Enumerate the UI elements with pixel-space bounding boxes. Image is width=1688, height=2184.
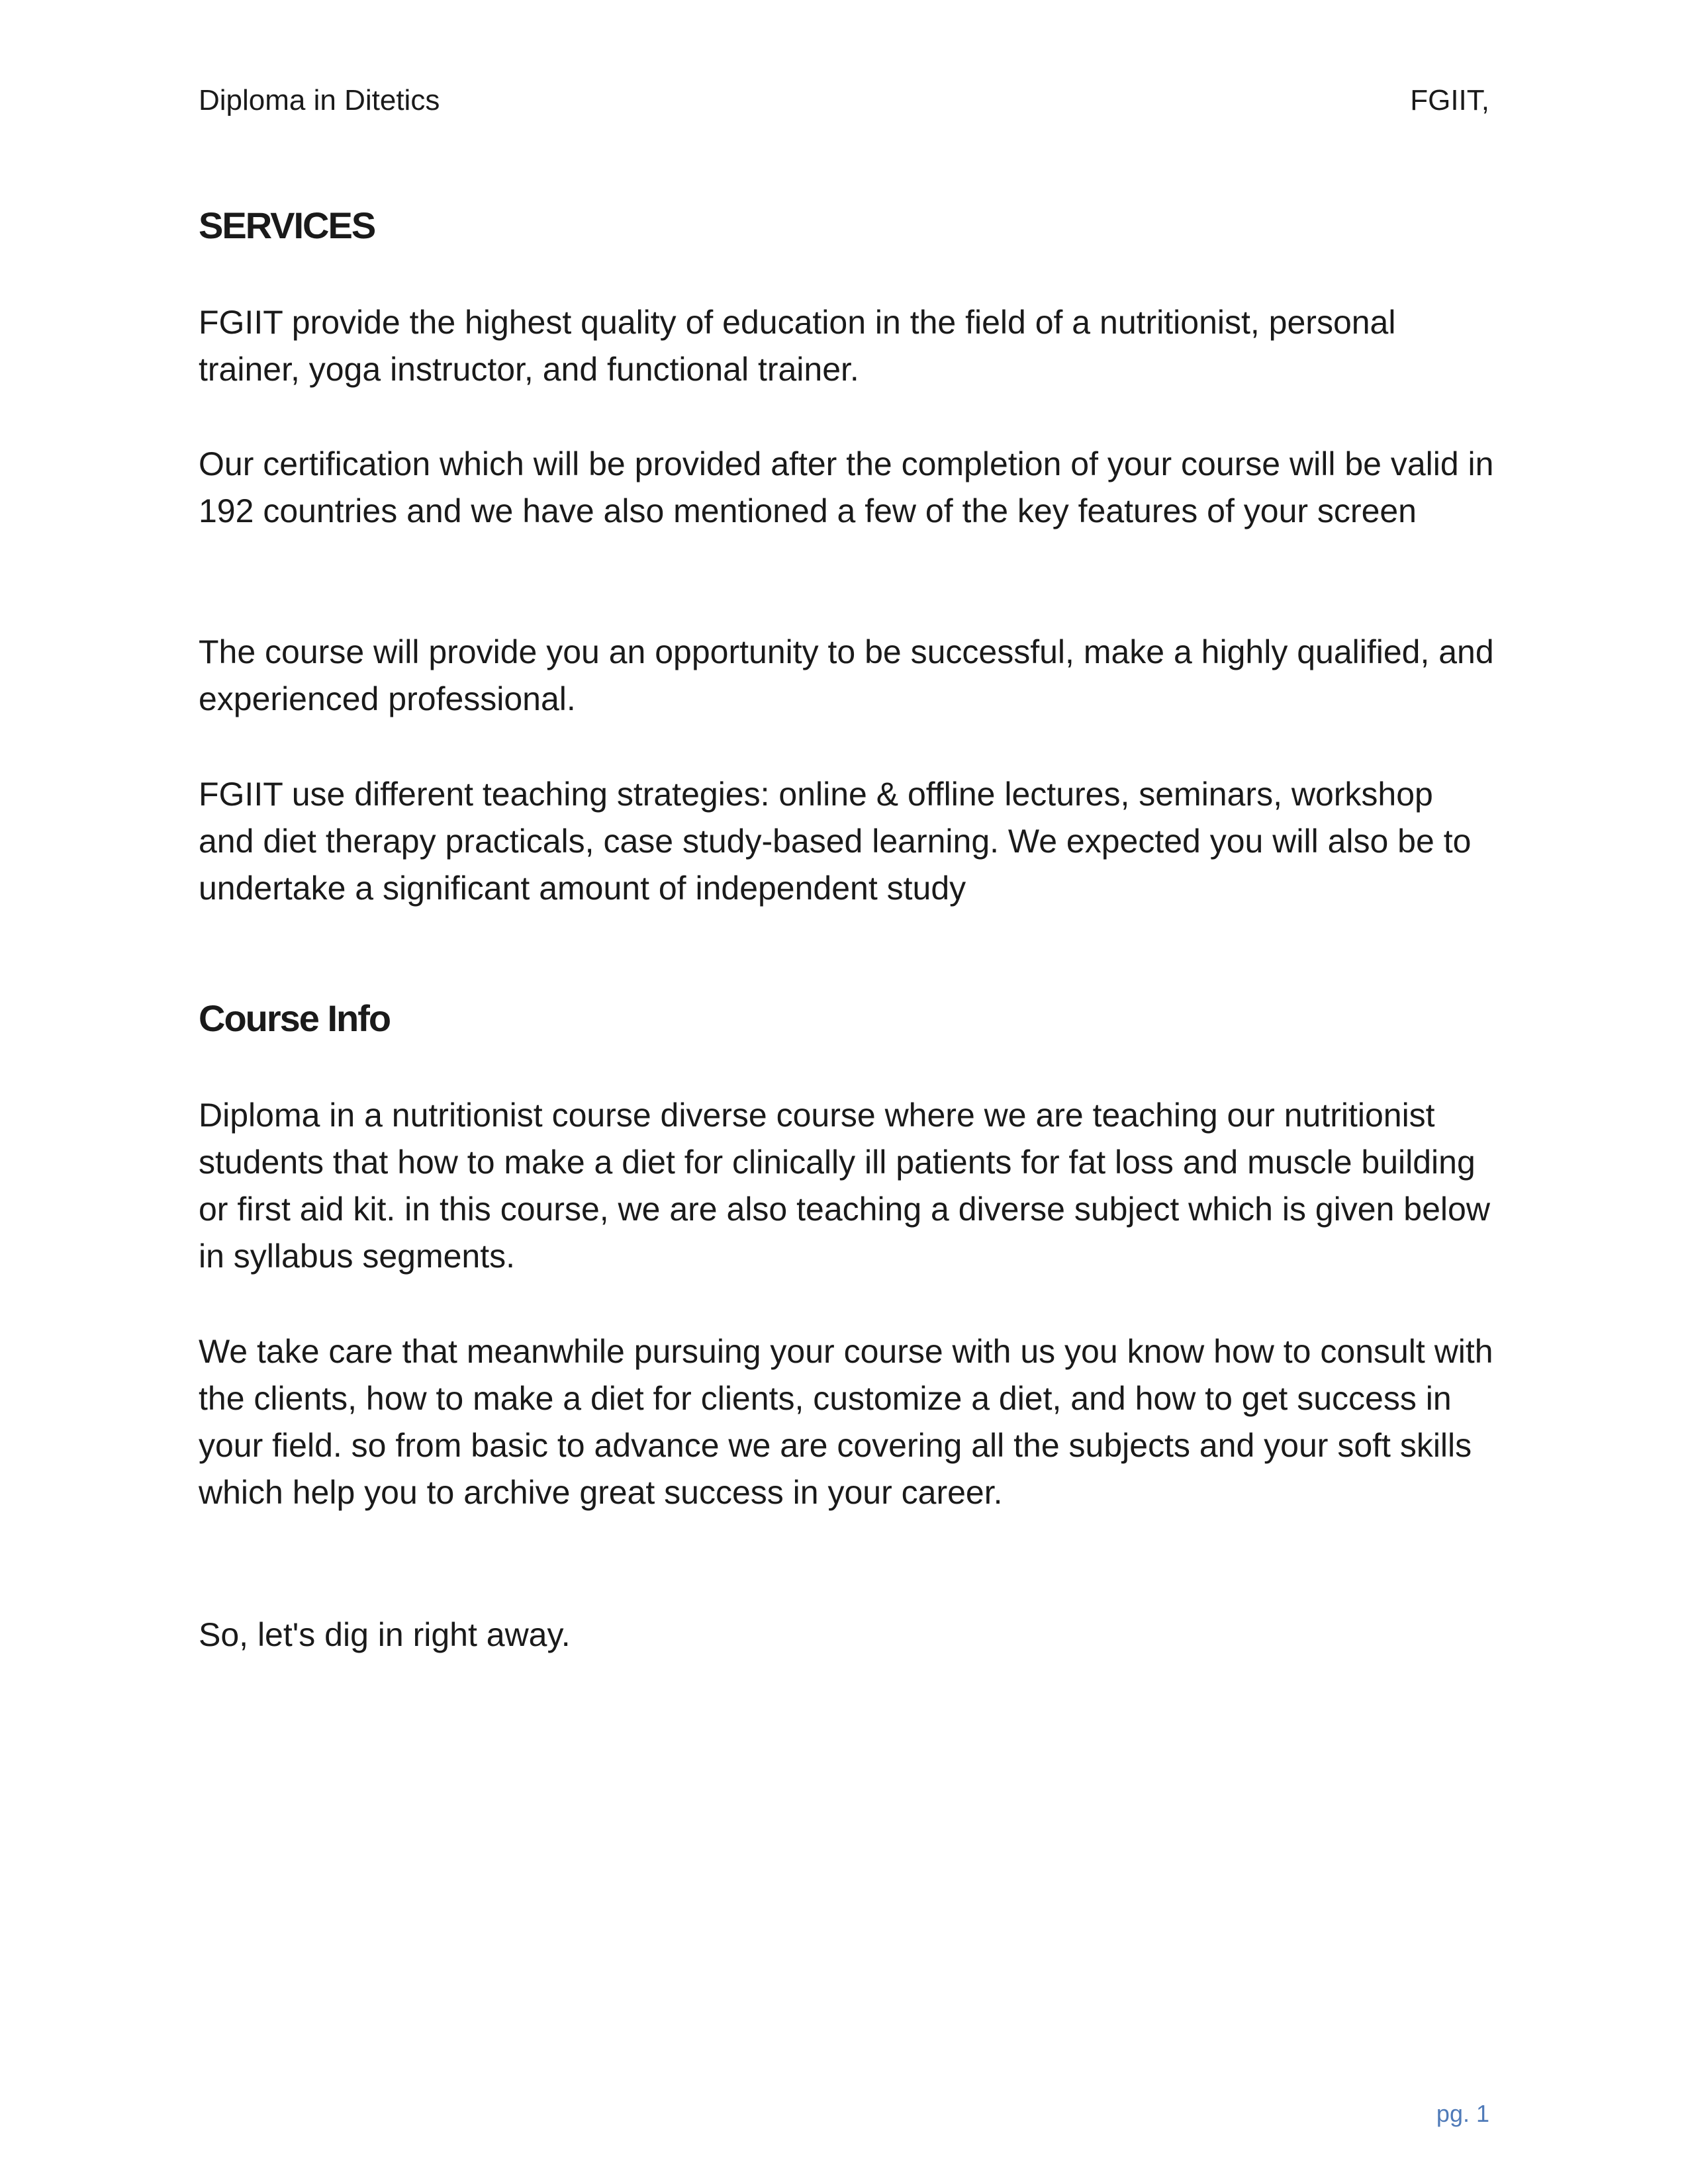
header-document-title: Diploma in Ditetics (199, 84, 440, 116)
course-info-paragraph-1: Diploma in a nutritionist course diverse course where we are teaching our nutritionist students that how to make a diet for clinically ill patients for fat loss and muscle building or first aid kit. in this course, we are also teaching a diverse subject which is given below in syllabus segments. (199, 1097, 1490, 1275)
course-info-paragraph-2: We take care that meanwhile pursuing your course with us you know how to consult with the clients, how to make a diet for clients, customize a diet, and how to get success in your field. so from basic to advance we are covering all the subjects and your soft skills which help you to archive great success in your career. (199, 1333, 1493, 1511)
course-info-heading: Course Info (199, 997, 391, 1039)
course-info-paragraph-3: So, let's dig in right away. (199, 1616, 571, 1653)
services-paragraph-2: Our certification which will be provided after the completion of your course will be valid in 192 countries and we have also mentioned a few of the key features of your screen (199, 445, 1494, 529)
services-heading: SERVICES (199, 205, 375, 246)
services-paragraph-4: FGIIT use different teaching strategies: online & offline lectures, seminars, workshop and diet therapy practicals, case study-based learning. We expected you will also be to undertake a significant amount of independent study (199, 776, 1472, 907)
services-paragraph-1: FGIIT provide the highest quality of education in the field of a nutritionist, personal trainer, yoga instructor, and functional trainer. (199, 304, 1396, 388)
header-institute-name: FGIIT, (1410, 84, 1489, 116)
page-number: pg. 1 (1436, 2100, 1489, 2127)
services-paragraph-3: The course will provide you an opportunity to be successful, make a highly qualified, and experienced professional. (199, 633, 1494, 717)
